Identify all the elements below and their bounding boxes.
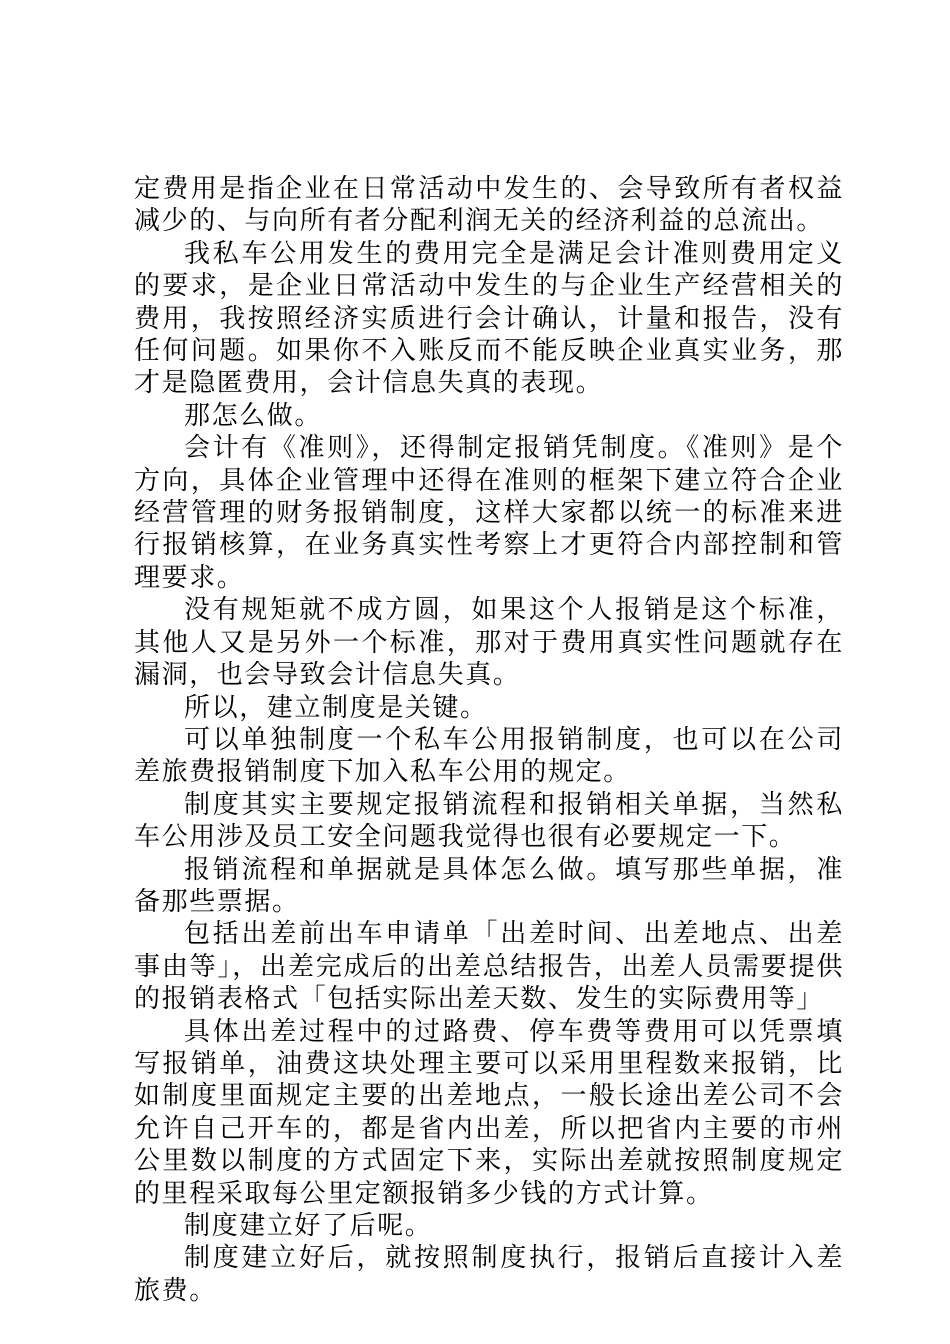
paragraph-7: 可以单独制度一个私车公用报销制度，也可以在公司差旅费报销制度下加入私车公用的规定。 <box>134 724 844 788</box>
paragraph-6: 所以，建立制度是关键。 <box>184 692 488 723</box>
paragraph-3: 那怎么做。 <box>184 400 323 431</box>
document-body <box>134 173 844 1307</box>
paragraph-9: 报销流程和单据就是具体怎么做。填写那些单据，准备那些票据。 <box>134 854 844 917</box>
paragraph-10: 包括出差前出车申请单「出差时间、出差地点、出差事由等」，出差完成后的出差总结报告，出差人员需要提供的报销表格式「包括实际出差天数、发生的实际费用等」 <box>134 919 844 1015</box>
paragraph-12: 制度建立好了后呢。 <box>184 1211 433 1241</box>
paragraph-13: 制度建立好后，就按照制度执行，报销后直接计入差旅费。 <box>134 1243 844 1306</box>
paragraph-8: 制度其实主要规定报销流程和报销相关单据，当然私车公用涉及员工安全问题我觉得也很有必要规定一下。 <box>134 789 844 853</box>
paragraph-11: 具体出差过程中的过路费、停车费等费用可以凭票填写报销单，油费这块处理主要可以采用里程数来报销，比如制度里面规定主要的出差地点，一般长途出差公司不会允许自己开车的，都是省内出差，所以把省内主要的市州公里数以制度的方式固定下来，实际出差就按照制度规定的里程采取每公里定额报销多少钱的方式计算。 <box>134 1016 844 1209</box>
paragraph-5: 没有规矩就不成方圆，如果这个人报销是这个标准，其他人又是另外一个标准，那对于费用真实性问题就存在漏洞，也会导致会计信息失真。 <box>134 595 844 691</box>
paragraph-4: 会计有《准则》，还得制定报销凭制度。《准则》是个方向，具体企业管理中还得在准则的框架下建立符合企业经营管理的财务报销制度，这样大家都以统一的标准来进行报销核算，在业务真实性考察上才更符合内部控制和管理要求。 <box>134 433 844 593</box>
paragraph-1: 定费用是指企业在日常活动中发生的、会导致所有者权益减少的、与向所有者分配利润无关的经济利益的总流出。 <box>134 174 844 237</box>
paragraph-2: 我私车公用发生的费用完全是满足会计准则费用定义的要求，是企业日常活动中发生的与企业生产经营相关的费用，我按照经济实质进行会计确认，计量和报告，没有任何问题。如果你不入账反而不能反映企业真实业务，那才是隐匿费用，会计信息失真的表现。 <box>134 238 844 399</box>
